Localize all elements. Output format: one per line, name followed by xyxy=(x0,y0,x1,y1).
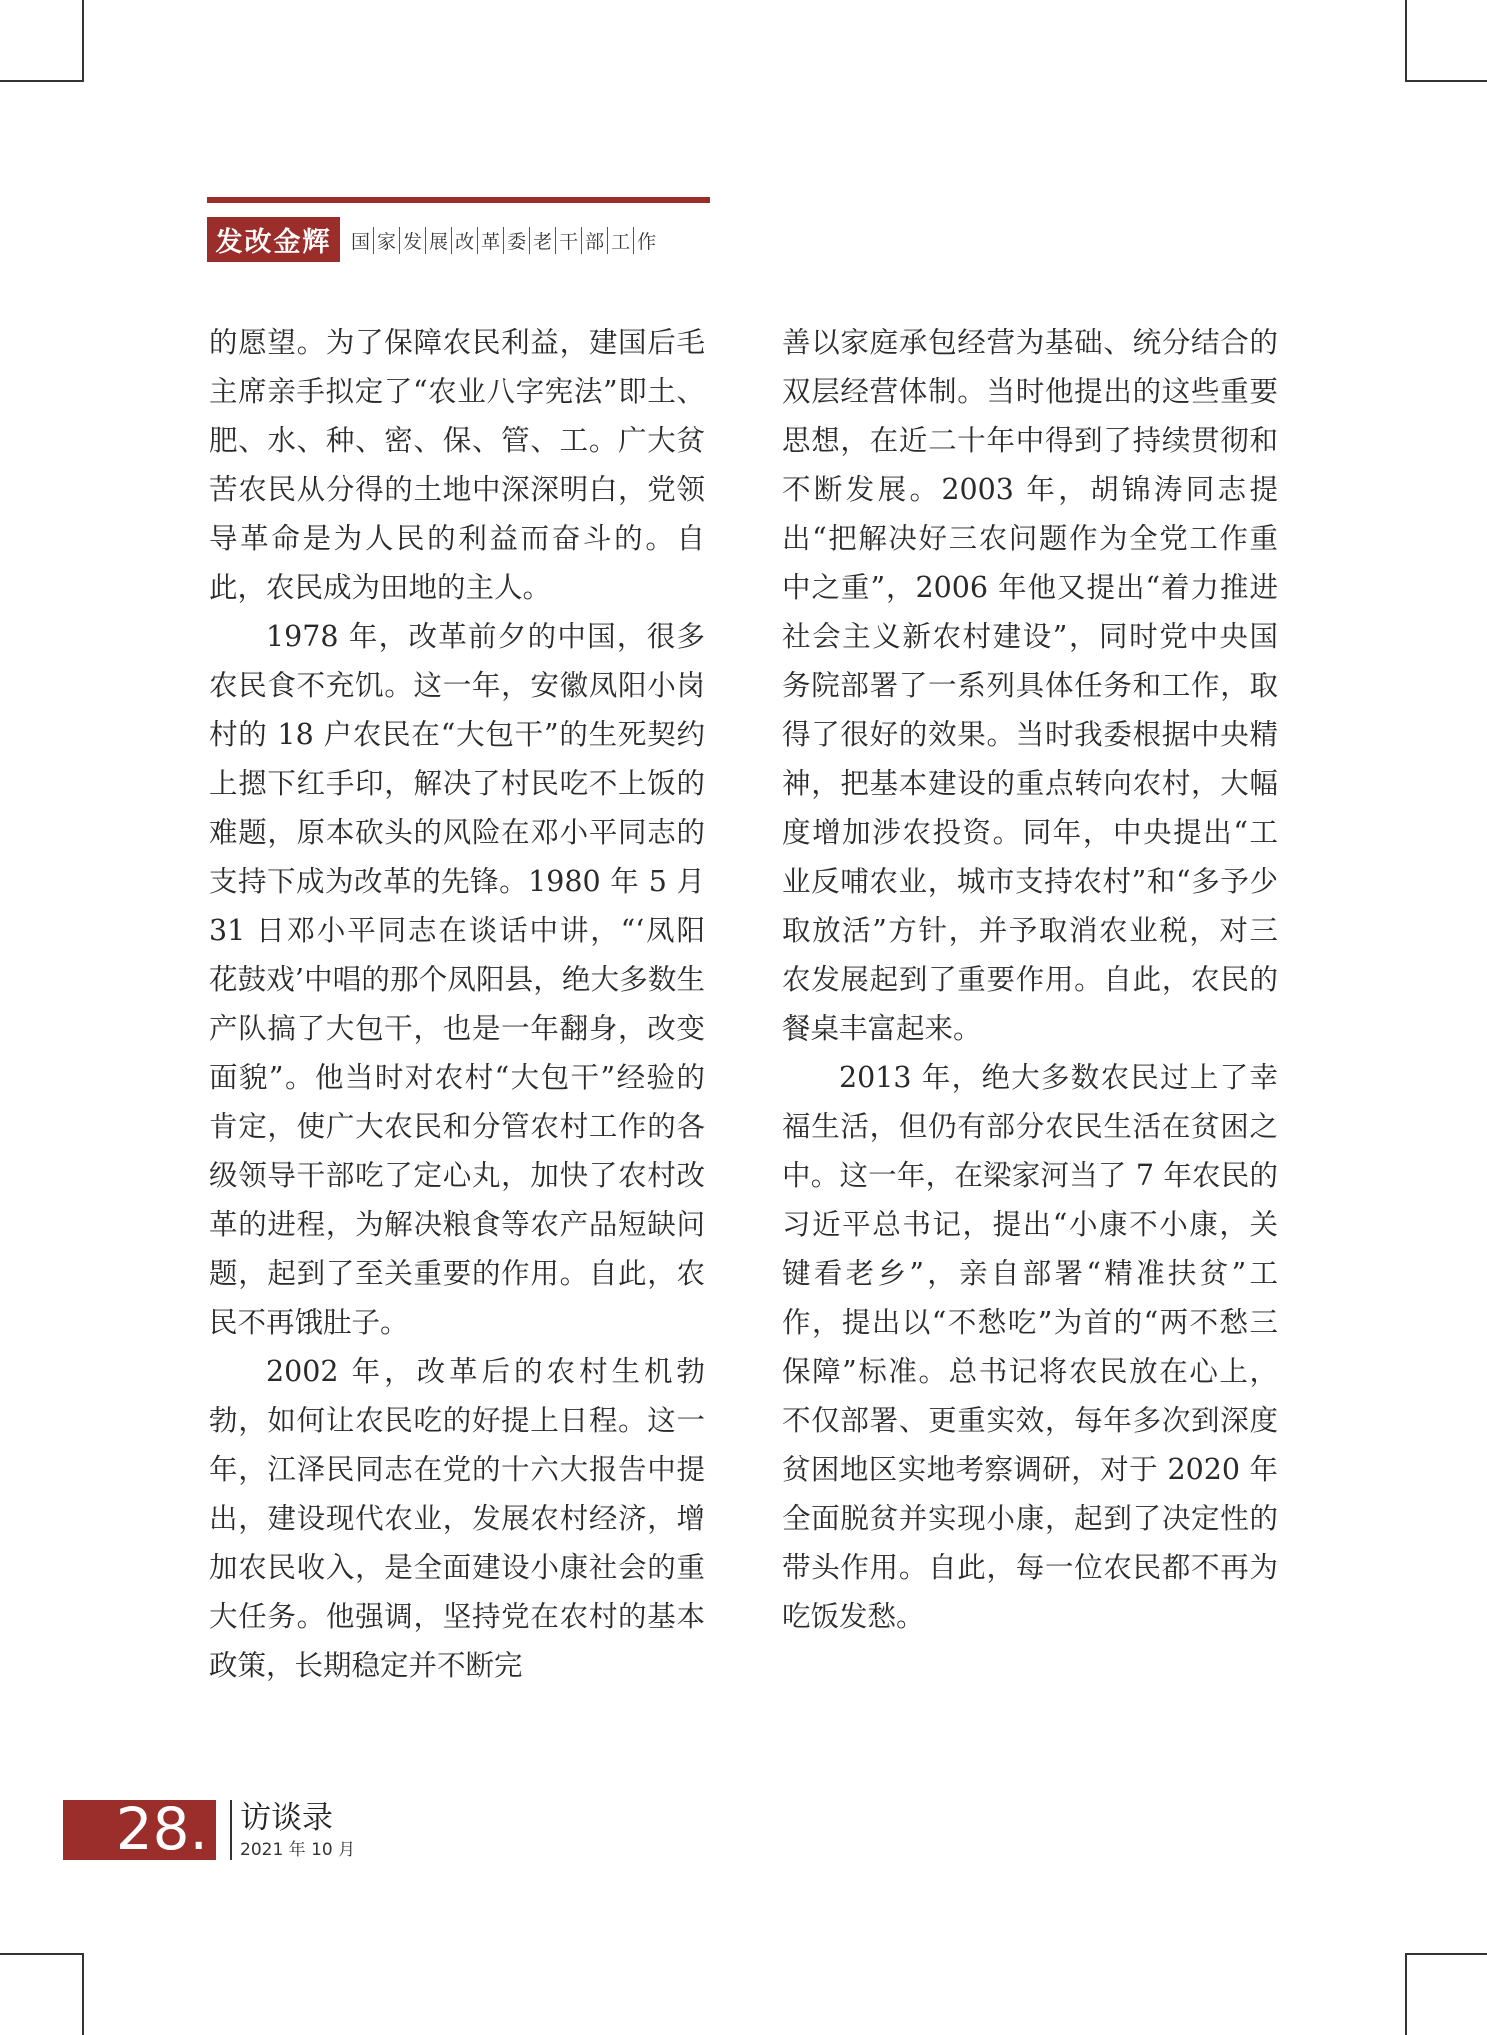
header-subtitle-char: 改 xyxy=(451,227,477,254)
footer-divider xyxy=(230,1800,232,1860)
article-column-left xyxy=(209,318,705,1690)
page-number: 28. xyxy=(115,1795,208,1863)
header-rule xyxy=(207,197,710,203)
page-number-box xyxy=(63,1795,216,1863)
header-subtitle-char: 工 xyxy=(607,227,633,254)
header-subtitle-char: 国 xyxy=(351,230,371,253)
header-subtitle-char: 干 xyxy=(555,227,581,254)
crop-mark xyxy=(0,80,82,82)
header-subtitle-char: 委 xyxy=(503,227,529,254)
header-subtitle-char: 老 xyxy=(529,227,555,254)
paragraph: 善以家庭承包经营为基础、统分结合的双层经营体制。当时他提出的这些重要思想，在近二十年中得到了持续贯彻和不断发展。2003 年，胡锦涛同志提出“把解决好三农问题作为全党工作重中之重”，2006 年他又提出“着力推进社会主义新农村建设”，同时党中央国务院部署了一系列具体任务和工作，取得了很好的效果。当时我委根据中央精神，把基本建设的重点转向农村，大幅度增加涉农投资。同年，中央提出“工业反哺农业，城市支持农村”和“多予少取放活”方针，并予取消农业税，对三农发展起到了重要作用。自此，农民的餐桌丰富起来。 xyxy=(782,326,1278,1045)
header-subtitle-char: 展 xyxy=(425,227,451,254)
crop-mark xyxy=(82,0,84,82)
crop-mark xyxy=(1405,80,1487,82)
header-subtitle-char: 部 xyxy=(581,227,607,254)
crop-mark xyxy=(1405,0,1407,82)
crop-mark xyxy=(1405,1953,1407,2035)
header-logo: 发改金辉 xyxy=(207,217,340,262)
paragraph: 1978 年，改革前夕的中国，很多农民食不充饥。这一年，安徽凤阳小岗村的 18 户农民在“大包干”的生死契约上摁下红手印，解决了村民吃不上饭的难题，原本砍头的风险在邓小平同志的支持下成为改革的先锋。1980 年 5 月 31 日邓小平同志在谈话中讲，“‘凤阳花鼓戏’中唱的那个凤阳县，绝大多数生产队搞了大包干，也是一年翻身，改变面貌”。他当时对农村“大包干”经验的肯定，使广大农民和分管农村工作的各级领导干部吃了定心丸，加快了农村改革的进程，为解决粮食等农产品短缺问题，起到了至关重要的作用。自此，农民不再饿肚子。 xyxy=(209,620,705,1339)
header-subtitle-char: 家 xyxy=(373,227,399,254)
crop-mark xyxy=(82,1953,84,2035)
crop-mark xyxy=(0,1953,82,1955)
paragraph: 2013 年，绝大多数农民过上了幸福生活，但仍有部分农民生活在贫困之中。这一年，在梁家河当了 7 年农民的习近平总书记，提出“小康不小康，关键看老乡”，亲自部署“精准扶贫”工作，提出以“不愁吃”为首的“两不愁三保障”标准。总书记将农民放在心上，不仅部署、更重实效，每年多次到深度贫困地区实地考察调研，对于 2020 年全面脱贫并实现小康，起到了决定性的带头作用。自此，每一位农民都不再为吃饭发愁。 xyxy=(782,1061,1278,1633)
header-subtitle-char: 发 xyxy=(399,227,425,254)
crop-mark xyxy=(1405,1953,1487,1955)
section-title: 访谈录 xyxy=(240,1800,333,1836)
header-subtitle xyxy=(348,225,659,255)
header-subtitle-char: 革 xyxy=(477,227,503,254)
issue-date: 2021 年 10 月 xyxy=(240,1840,356,1860)
header-subtitle-char: 作 xyxy=(633,227,659,254)
article-column-right xyxy=(782,318,1278,1641)
paragraph: 的愿望。为了保障农民利益，建国后毛主席亲手拟定了“农业八字宪法”即土、肥、水、种、密、保、管、工。广大贫苦农民从分得的土地中深深明白，党领导革命是为人民的利益而奋斗的。自此，农民成为田地的主人。 xyxy=(209,326,705,604)
paragraph: 2002 年，改革后的农村生机勃勃，如何让农民吃的好提上日程。这一年，江泽民同志在党的十六大报告中提出，建设现代农业，发展农村经济，增加农民收入，是全面建设小康社会的重大任务。他强调，坚持党在农村的基本政策，长期稳定并不断完 xyxy=(209,1355,705,1682)
